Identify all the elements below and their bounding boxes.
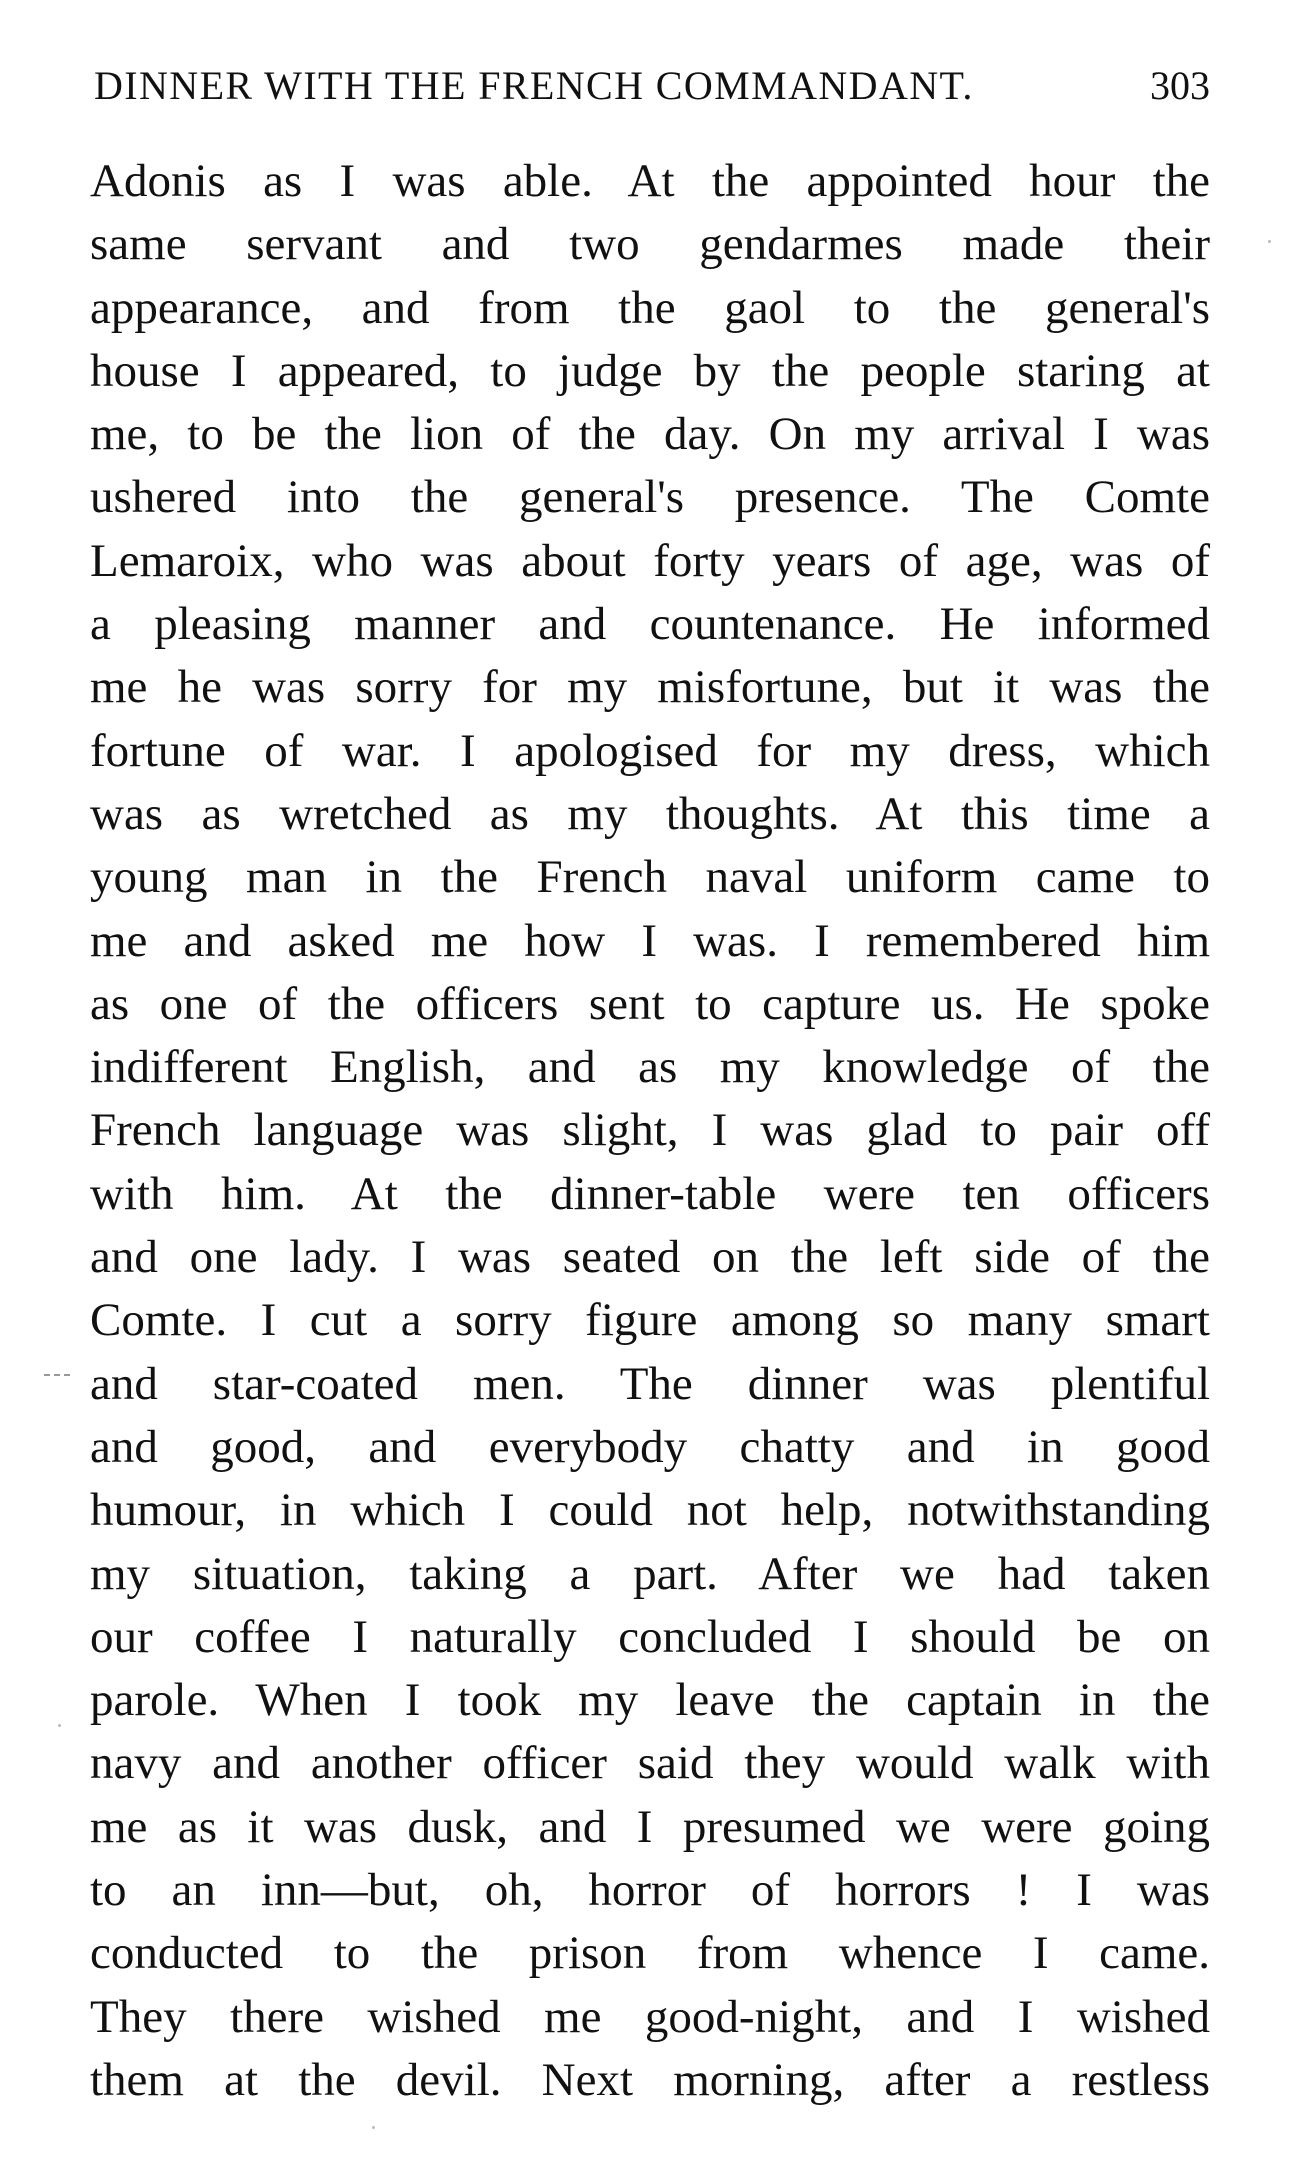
- text-line: Comte. I cut a sorry figure among so many smart: [90, 1294, 1210, 1347]
- text-line: me he was sorry for my misfortune, but it was the: [90, 661, 1210, 714]
- page-number: 303: [1150, 63, 1210, 108]
- text-line: and star-coated men. The dinner was plentiful: [90, 1357, 1210, 1410]
- text-line: to an inn—but, oh, horror of horrors ! I was: [90, 1864, 1210, 1917]
- text-line: and good, and everybody chatty and in good: [90, 1420, 1210, 1473]
- text-line: conducted to the prison from whence I came.: [90, 1927, 1210, 1980]
- text-line: French language was slight, I was glad to pair off: [90, 1104, 1210, 1157]
- running-head: [94, 62, 1210, 122]
- text-line: Adonis as I was able. At the appointed hour the: [90, 155, 1210, 207]
- margin-mark: [44, 1374, 70, 1378]
- text-line: ushered into the general's presence. The Comte: [90, 471, 1210, 524]
- paper-speck: [372, 2126, 375, 2129]
- text-line: with him. At the dinner-table were ten officers: [90, 1167, 1210, 1220]
- text-line: our coffee I naturally concluded I should be on: [90, 1610, 1210, 1663]
- text-line: same servant and two gendarmes made their: [90, 218, 1210, 271]
- text-line: young man in the French naval uniform came to: [90, 851, 1210, 904]
- text-line: Lemaroix, who was about forty years of age, was of: [90, 534, 1210, 587]
- body-text: [90, 150, 1210, 2112]
- text-line: navy and another officer said they would walk with: [90, 1737, 1210, 1790]
- text-line: fortune of war. I apologised for my dress, which: [90, 724, 1210, 777]
- running-title: DINNER WITH THE FRENCH COMMANDANT.: [94, 63, 974, 108]
- text-line: They there wished me good-night, and I wished: [90, 1990, 1210, 2043]
- text-line: and one lady. I was seated on the left side of the: [90, 1231, 1210, 1284]
- text-line: was as wretched as my thoughts. At this time a: [90, 787, 1210, 840]
- text-line: me as it was dusk, and I presumed we were going: [90, 1800, 1210, 1853]
- text-line: appearance, and from the gaol to the general's: [90, 281, 1210, 334]
- text-line: me and asked me how I was. I remembered him: [90, 914, 1210, 967]
- text-line: me, to be the lion of the day. On my arrival I was: [90, 408, 1210, 461]
- text-line: as one of the officers sent to capture us. He spoke: [90, 977, 1210, 1030]
- paper-speck: [58, 1724, 61, 1727]
- text-line: parole. When I took my leave the captain in the: [90, 1674, 1210, 1727]
- text-line: humour, in which I could not help, notwithstanding: [90, 1484, 1210, 1537]
- text-line: my situation, taking a part. After we had taken: [90, 1547, 1210, 1600]
- text-line: them at the devil. Next morning, after a restless: [90, 2053, 1210, 2106]
- paper-speck: [1268, 240, 1271, 243]
- text-line: house I appeared, to judge by the people staring at: [90, 344, 1210, 397]
- text-line: a pleasing manner and countenance. He informed: [90, 598, 1210, 651]
- text-line: indifferent English, and as my knowledge of the: [90, 1041, 1210, 1094]
